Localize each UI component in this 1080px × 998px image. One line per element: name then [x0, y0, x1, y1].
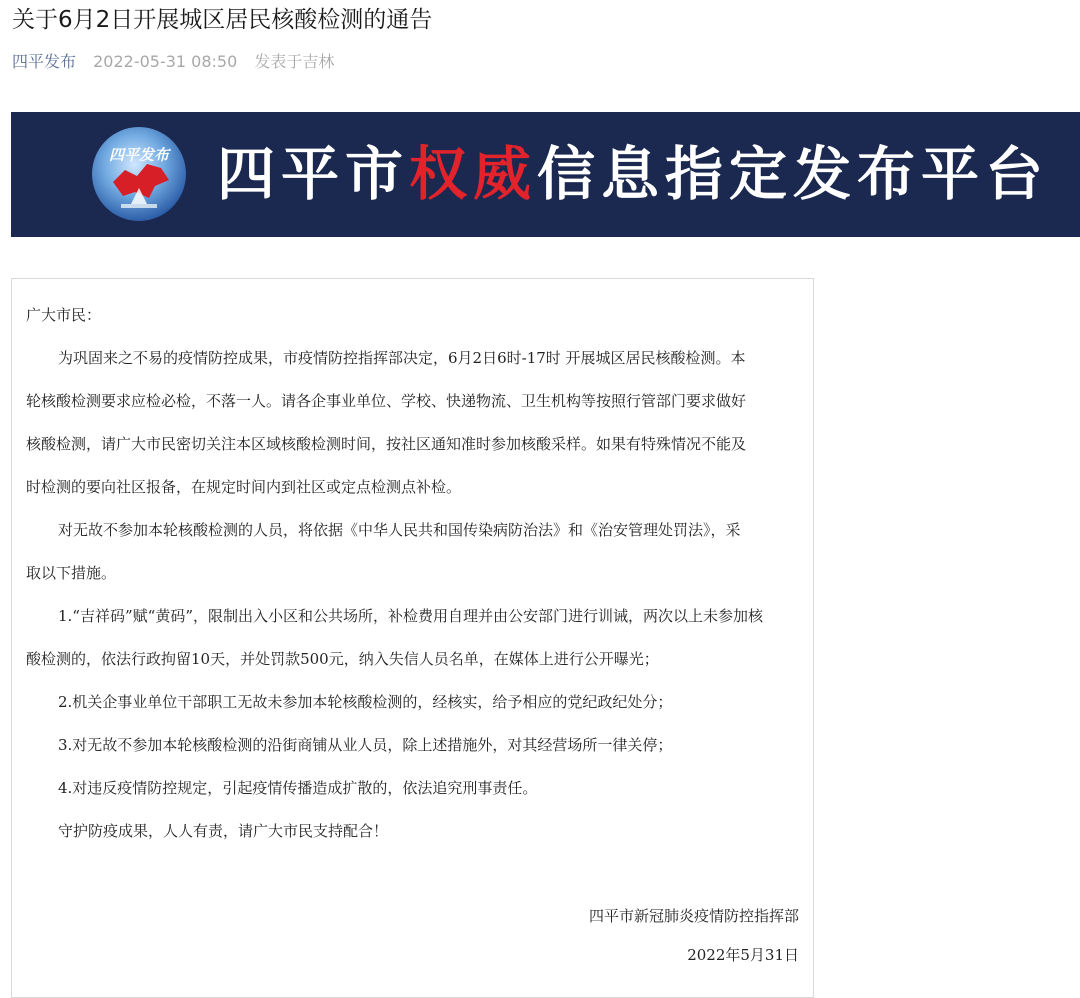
- notice-line: 2.机关企事业单位干部职工无故未参加本轮核酸检测的，经核实，给予相应的党纪政纪处分；: [58, 693, 673, 711]
- notice-line: 酸检测的，依法行政拘留10天，并处罚款500元，纳入失信人员名单，在媒体上进行公开曝光；: [26, 650, 659, 668]
- notice-line: 核酸检测，请广大市民密切关注本区域核酸检测时间，按社区通知准时参加核酸采样。如果有特殊情况不能及: [26, 435, 747, 453]
- notice-body: [11, 278, 814, 998]
- logo-text: 四平发布: [108, 146, 170, 164]
- publish-location: 发表于吉林: [254, 52, 335, 71]
- publish-datetime: 2022-05-31 08:50: [93, 52, 238, 71]
- notice-line: 取以下措施。: [26, 564, 117, 582]
- notice-line: 4.对违反疫情防控规定，引起疫情传播造成扩散的，依法追究刑事责任。: [58, 779, 538, 797]
- article-title: 关于6月2日开展城区居民核酸检测的通告: [12, 7, 433, 33]
- banner-text-accent: 权威: [409, 140, 538, 208]
- notice-line: 1.“吉祥码”赋“黄码”，限制出入小区和公共场所，补检费用自理并由公安部门进行训诫，两次以上未参加核: [58, 607, 763, 625]
- notice-date: 2022年5月31日: [687, 946, 799, 964]
- notice-signature: 四平市新冠肺炎疫情防控指挥部: [588, 907, 799, 925]
- banner-text-pre: 四平市: [217, 140, 410, 208]
- notice-line: 轮核酸检测要求应检必检，不落一人。请各企事业单位、学校、快递物流、卫生机构等按照行管部门要求做好: [26, 392, 747, 410]
- siping-fabu-logo: [91, 126, 187, 222]
- header-banner: [11, 112, 1080, 237]
- notice-line: 时检测的要向社区报备，在规定时间内到社区或定点检测点补检。: [26, 478, 462, 496]
- article-meta: [12, 50, 334, 74]
- banner-text: [217, 134, 1049, 214]
- notice-line: 对无故不参加本轮核酸检测的人员，将依据《中华人民共和国传染病防治法》和《治安管理处罚法》，采: [58, 521, 741, 539]
- notice-line: 为巩固来之不易的疫情防控成果，市疫情防控指挥部决定，6月2日6时-17时 开展城区居民核酸检测。本: [58, 349, 746, 367]
- notice-salutation: 广大市民：: [26, 306, 102, 324]
- banner-text-post: 信息指定发布平台: [537, 140, 1050, 208]
- account-name-link[interactable]: 四平发布: [12, 52, 77, 71]
- notice-line: 守护防疫成果，人人有责，请广大市民支持配合！: [58, 822, 389, 840]
- notice-line: 3.对无故不参加本轮核酸检测的沿街商铺从业人员，除上述措施外，对其经营场所一律关停；: [58, 736, 673, 754]
